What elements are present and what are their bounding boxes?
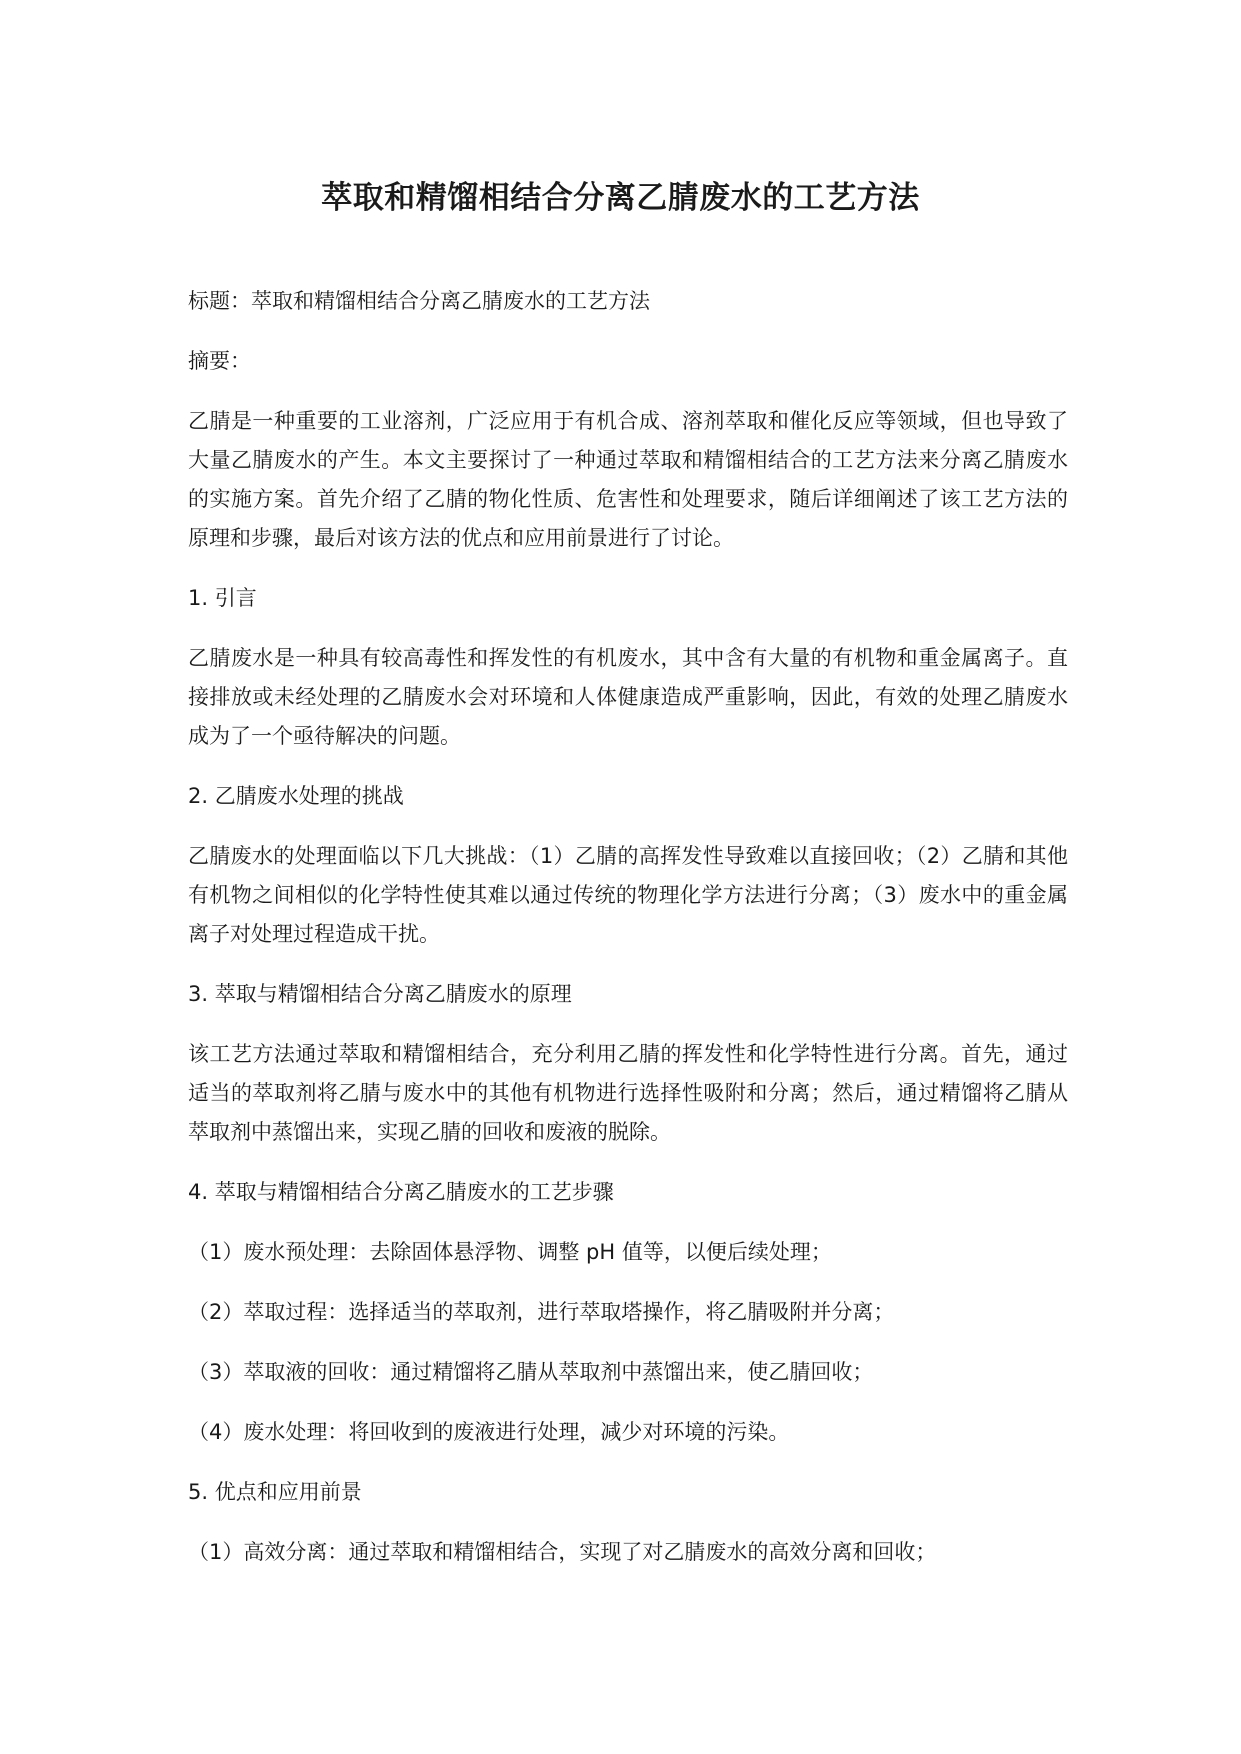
process-step-3: （3）萃取液的回收：通过精馏将乙腈从萃取剂中蒸馏出来，使乙腈回收； <box>188 1360 874 1384</box>
advantage-item-1: （1）高效分离：通过萃取和精馏相结合，实现了对乙腈废水的高效分离和回收； <box>188 1540 937 1564</box>
section-heading-1: 1. 引言 <box>188 586 257 610</box>
document-title: 萃取和精馏相结合分离乙腈废水的工艺方法 <box>321 180 920 216</box>
section-heading-3: 3. 萃取与精馏相结合分离乙腈废水的原理 <box>188 982 572 1006</box>
title-label-line: 标题：萃取和精馏相结合分离乙腈废水的工艺方法 <box>188 289 650 313</box>
process-step-2: （2）萃取过程：选择适当的萃取剂，进行萃取塔操作，将乙腈吸附并分离； <box>188 1300 895 1324</box>
process-step-1: （1）废水预处理：去除固体悬浮物、调整 pH 值等，以便后续处理； <box>188 1240 832 1264</box>
section-body-1: 乙腈废水是一种具有较高毒性和挥发性的有机废水，其中含有大量的有机物和重金属离子。直接排放或未经处理的乙腈废水会对环境和人体健康造成严重影响，因此，有效的处理乙腈废水成为了一个亟待解决的问题。 <box>188 646 1068 748</box>
section-heading-2: 2. 乙腈废水处理的挑战 <box>188 784 404 808</box>
process-step-4: （4）废水处理：将回收到的废液进行处理，减少对环境的污染。 <box>188 1420 790 1444</box>
section-heading-5: 5. 优点和应用前景 <box>188 1480 362 1504</box>
section-body-2: 乙腈废水的处理面临以下几大挑战：（1）乙腈的高挥发性导致难以直接回收；（2）乙腈和其他有机物之间相似的化学特性使其难以通过传统的物理化学方法进行分离；（3）废水中的重金属离子对处理过程造成干扰。 <box>188 844 1068 946</box>
abstract-paragraph: 乙腈是一种重要的工业溶剂，广泛应用于有机合成、溶剂萃取和催化反应等领域，但也导致了大量乙腈废水的产生。本文主要探讨了一种通过萃取和精馏相结合的工艺方法来分离乙腈废水的实施方案。首先介绍了乙腈的物化性质、危害性和处理要求，随后详细阐述了该工艺方法的原理和步骤，最后对该方法的优点和应用前景进行了讨论。 <box>188 409 1068 550</box>
abstract-label: 摘要： <box>188 349 251 373</box>
section-heading-4: 4. 萃取与精馏相结合分离乙腈废水的工艺步骤 <box>188 1180 614 1204</box>
section-body-3: 该工艺方法通过萃取和精馏相结合，充分利用乙腈的挥发性和化学特性进行分离。首先，通过适当的萃取剂将乙腈与废水中的其他有机物进行选择性吸附和分离；然后，通过精馏将乙腈从萃取剂中蒸馏出来，实现乙腈的回收和废液的脱除。 <box>188 1042 1068 1144</box>
document-body <box>188 282 1068 1593</box>
